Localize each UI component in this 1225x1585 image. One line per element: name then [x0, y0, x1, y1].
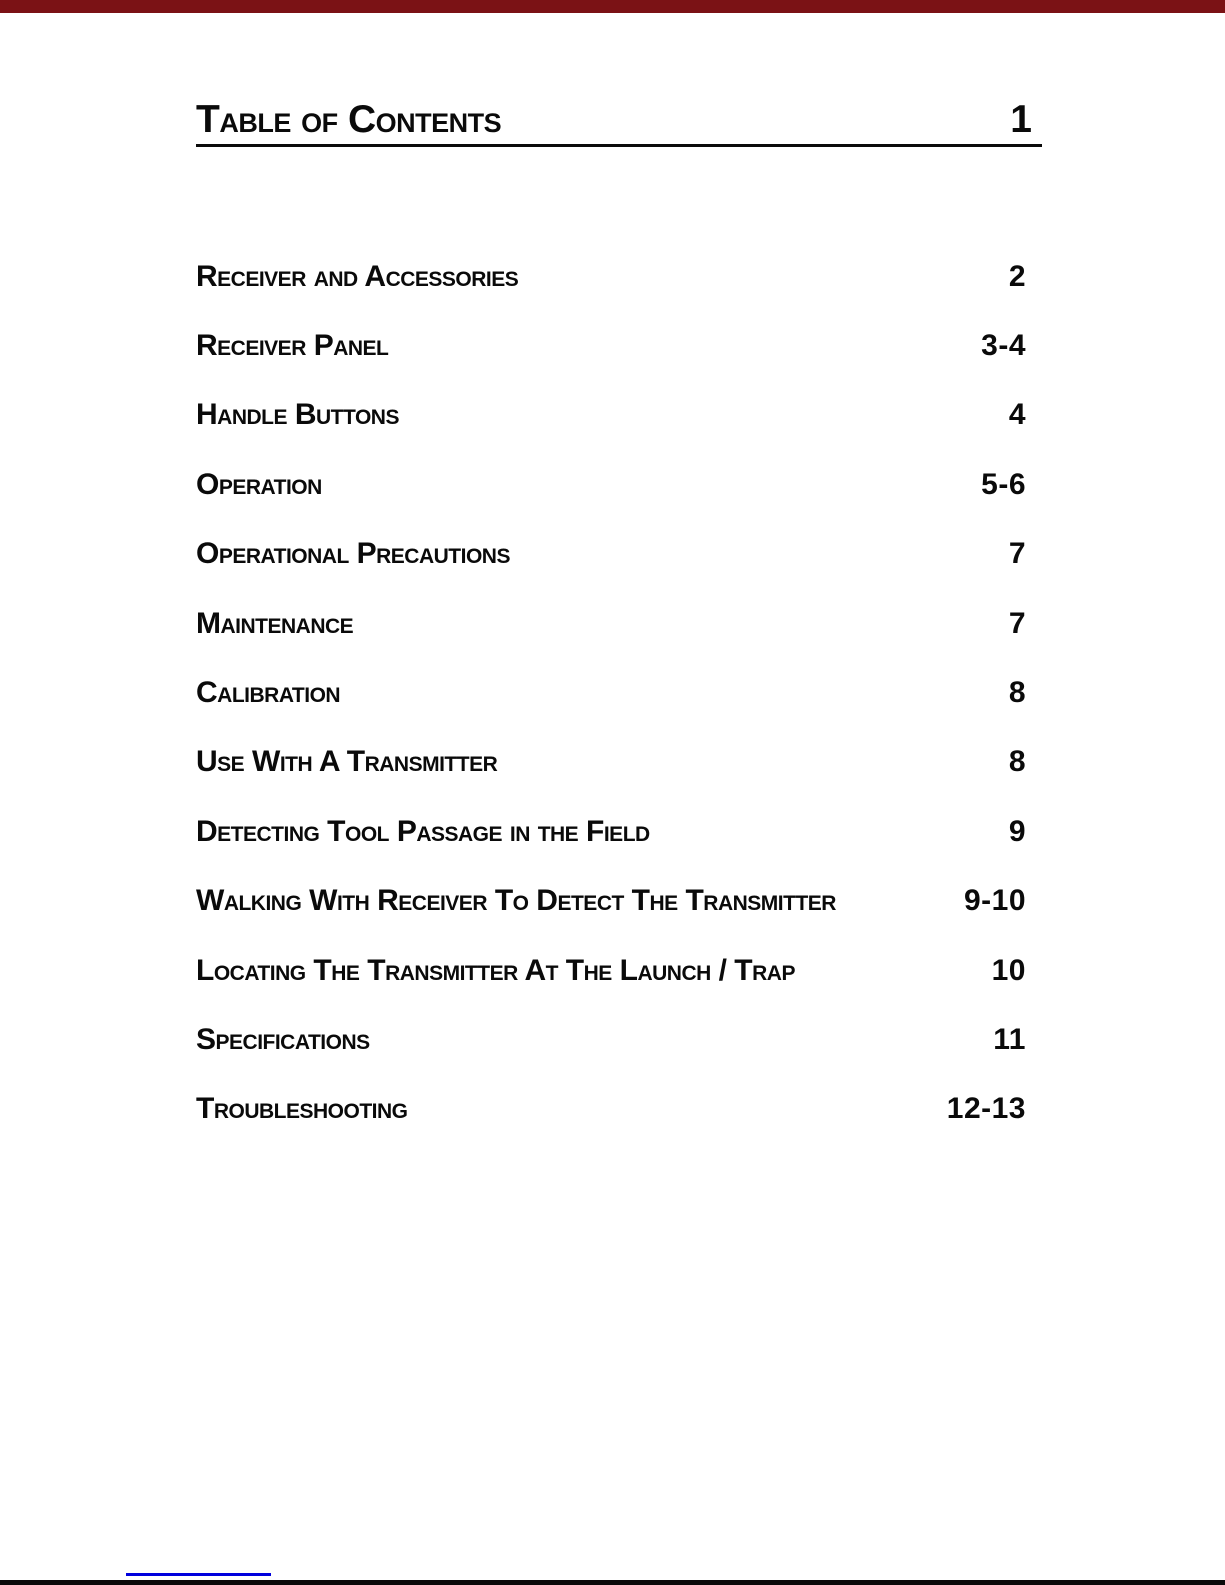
toc-entry — [196, 242, 1026, 311]
hyperlink-underline[interactable] — [126, 1573, 271, 1576]
top-accent-bar — [0, 0, 1225, 13]
toc-entry — [196, 658, 1026, 727]
toc-entry-label: Detecting Tool Passage in the Field — [196, 814, 650, 848]
toc-entry — [196, 1075, 1026, 1144]
toc-entry-pages: 7 — [1008, 537, 1026, 571]
toc-entry-label: Receiver and Accessories — [196, 259, 519, 293]
toc-entry-pages: 10 — [991, 953, 1026, 987]
toc-entry-label: Specifications — [196, 1022, 370, 1056]
page-title: Table of Contents — [196, 98, 502, 141]
toc-entry — [196, 381, 1026, 450]
toc-entry-pages: 7 — [1008, 606, 1026, 640]
toc-entry — [196, 311, 1026, 380]
toc-entry-pages: 8 — [1008, 745, 1026, 779]
toc-entry — [196, 867, 1026, 936]
toc-entry-label: Locating The Transmitter At The Launch / Trap — [196, 953, 795, 987]
toc-entry-pages: 5-6 — [981, 467, 1026, 501]
toc-entry-label: Maintenance — [196, 606, 354, 640]
toc-entry-label: Handle Buttons — [196, 398, 399, 432]
toc-entry — [196, 589, 1026, 658]
toc-entry — [196, 797, 1026, 866]
toc-entry — [196, 728, 1026, 797]
toc-entry — [196, 520, 1026, 589]
toc-entry-label: Receiver Panel — [196, 329, 389, 363]
toc-entry-label: Operation — [196, 467, 322, 501]
toc-entry — [196, 450, 1026, 519]
toc-entry-pages: 11 — [993, 1022, 1026, 1056]
toc-entry-pages: 2 — [1008, 259, 1026, 293]
header-page-number: 1 — [1010, 98, 1032, 141]
toc-entry — [196, 936, 1026, 1005]
toc-entry-pages: 9-10 — [963, 884, 1026, 918]
toc-entry-pages: 9 — [1008, 814, 1026, 848]
toc-entry-label: Operational Precautions — [196, 537, 510, 571]
toc-entry-label: Use With A Transmitter — [196, 745, 498, 779]
toc-list — [196, 242, 1026, 1144]
toc-entry-pages: 3-4 — [981, 329, 1026, 363]
toc-entry-pages: 4 — [1008, 398, 1026, 432]
toc-entry-label: Troubleshooting — [196, 1092, 408, 1126]
toc-entry-label: Calibration — [196, 676, 341, 710]
page-bottom-border — [0, 1580, 1225, 1585]
toc-header — [196, 100, 1042, 147]
toc-entry-label: Walking With Receiver To Detect The Transmitter — [196, 884, 836, 918]
toc-entry-pages: 12-13 — [946, 1092, 1026, 1126]
toc-entry — [196, 1005, 1026, 1074]
toc-entry-pages: 8 — [1008, 676, 1026, 710]
